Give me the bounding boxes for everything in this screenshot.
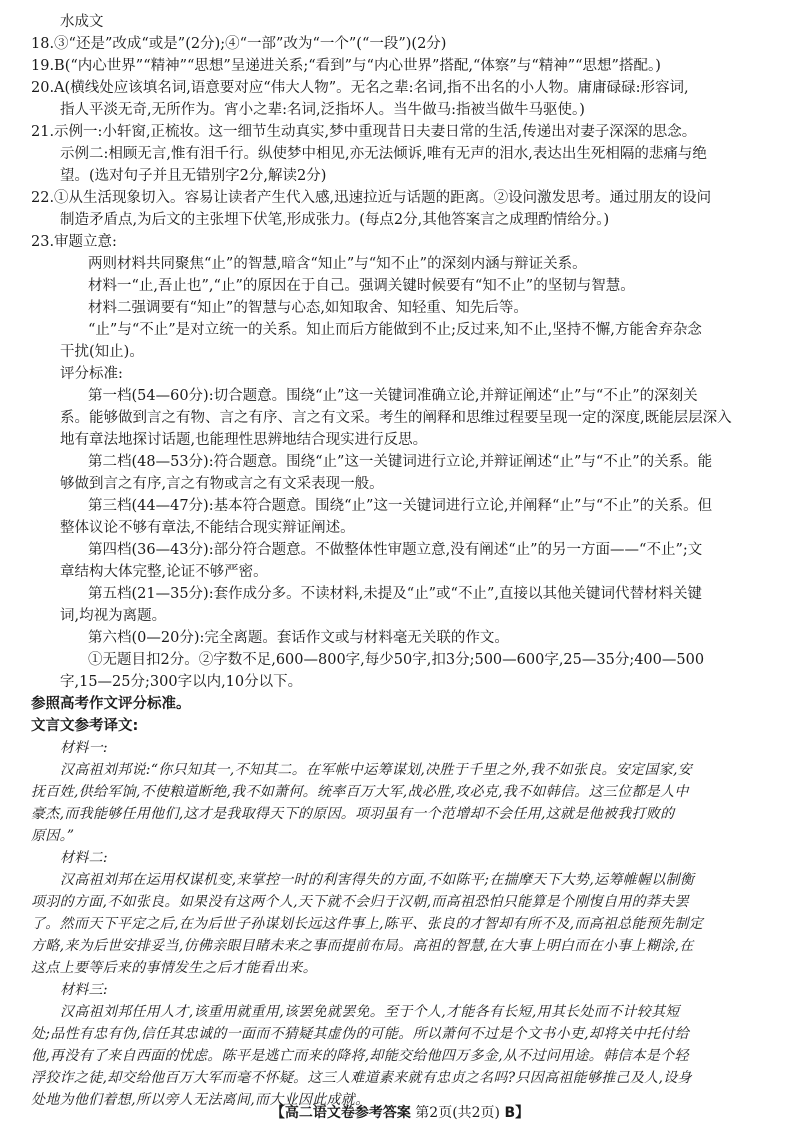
answer-line: 示例二:相顾无言,惟有泪千行。纵使梦中相见,亦无法倾诉,唯有无声的泪水,表达出生死相隔的悲痛与绝: [60, 146, 707, 162]
answer-line: 第六档(0—20分):完全离题。套话作文或与材料毫无关联的作文。: [88, 630, 509, 646]
translation-line: 方略,来为后世安排妥当,仿佛亲眼目睹未来之事而提前布局。高祖的智慧,在大事上明白而在小事上糊涂,在: [31, 938, 694, 954]
reference-heading: 参照高考作文评分标准。: [31, 696, 191, 712]
answer-line: 干扰(知止)。: [60, 344, 144, 360]
translation-line: 材料三:: [60, 982, 108, 998]
answer-line: 23.审题立意:: [31, 234, 117, 250]
translation-line: 材料二:: [60, 850, 108, 866]
answer-line: 第三档(44—47分):基本符合题意。围绕“止”这一关键词进行立论,并阐释“止”与“不止”的关系。但: [88, 498, 713, 514]
answer-line: 第四档(36—43分):部分符合题意。不做整体性审题立意,没有阐述“止”的另一方面——“不止”;文: [88, 542, 703, 558]
answer-line: 材料一“止,吾止也”,“止”的原因在于自己。强调关键时候要有“知不止”的坚韧与智慧。: [88, 278, 635, 294]
translation-line: 汉高祖刘邦在运用权谋机变,来掌控一时的利害得失的方面,不如陈平;在揣摩天下大势,运筹帷幄以制衡: [60, 872, 695, 888]
translation-line: 这点上要等后来的事情发生之后才能看出来。: [31, 960, 317, 976]
answer-line: 19.B(“内心世界”“精神”“思想”呈递进关系;“看到”与“内心世界”搭配,“体察”与“精神”“思想”搭配。): [31, 58, 661, 74]
footer-title: 【高二语文卷参考答案: [270, 1105, 411, 1121]
answer-line: 20.A(横线处应该填名词,语意要对应“伟大人物”。无名之辈:名词,指不出名的小人物。庸庸碌碌:形容词,: [31, 80, 689, 96]
answer-line: 18.③“还是”改成“或是”(2分);④“一部”改为“一个”(“一段”)(2分): [31, 36, 447, 52]
answer-line: 第一档(54—60分):切合题意。围绕“止”这一关键词准确立论,并辩证阐述“止”与“不止”的深刻关: [88, 388, 698, 404]
translation-heading: 文言文参考译文:: [31, 718, 139, 734]
translation-line: 处地为他们着想,所以旁人无法离间,而大业因此成就。: [31, 1092, 370, 1108]
answer-line: 第五档(21—35分):套作成分多。不读材料,未提及“止”或“不止”,直接以其他关键词代替材料关键: [88, 586, 702, 602]
translation-line: 了。然而天下平定之后,在为后世子孙谋划长远这件事上,陈平、张良的才智却有所不及,而高祖总能预先制定: [31, 916, 704, 932]
answer-line: “止”与“不止”是对立统一的关系。知止而后方能做到不止;反过来,知不止,坚持不懈,方能舍弃杂念: [88, 322, 702, 338]
answer-line: 22.①从生活现象切入。容易让读者产生代入感,迅速拉近与话题的距离。②设问激发思考。通过朋友的设问: [31, 190, 712, 206]
translation-line: 豪杰,而我能够任用他们,这才是我取得天下的原因。项羽虽有一个范增却不会任用,这就是他被我打败的: [31, 806, 675, 822]
page-footer: [0, 1102, 800, 1122]
answer-line: 整体议论不够有章法,不能结合现实辩证阐述。: [60, 520, 355, 536]
answer-line: 系。能够做到言之有物、言之有序、言之有文采。考生的阐释和思维过程要呈现一定的深度,既能层层深入: [60, 410, 732, 426]
translation-line: 原因。”: [31, 828, 75, 844]
answer-line: 指人平淡无奇,无所作为。宵小之辈:名词,泛指坏人。当牛做马:指被当做牛马驱使。): [60, 102, 585, 118]
answer-line: 评分标准:: [60, 366, 123, 382]
translation-line: 项羽的方面,不如张良。如果没有这两个人,天下就不会归于汉朝,而高祖恐怕只能算是个刚愎自用的莽夫罢: [31, 894, 689, 910]
answer-line: 水成文: [60, 14, 104, 30]
answer-line: 21.示例一:小轩窗,正梳妆。这一细节生动真实,梦中重现昔日夫妻日常的生活,传递出对妻子深深的思念。: [31, 124, 697, 140]
answer-line: 材料二强调要有“知止”的智慧与心态,如知取舍、知轻重、知先后等。: [88, 300, 528, 316]
translation-line: 处;品性有忠有伪,信任其忠诚的一面而不猜疑其虚伪的可能。所以萧何不过是个文书小吏,却将关中托付给: [31, 1026, 690, 1042]
answer-line: 地有章法地探讨话题,也能理性思辨地结合现实进行反思。: [60, 432, 428, 448]
answer-line: 词,均视为离题。: [60, 608, 167, 624]
translation-line: 浮狡诈之徒,却交给他百万大军而毫不怀疑。这三人难道素来就有忠贞之名吗?只因高祖能够推己及人,设身: [31, 1070, 692, 1086]
answer-line: 字,15—25分;300字以内,10分以下。: [60, 674, 303, 690]
translation-line: 他,再没有了来自西面的忧虑。陈平是逃亡而来的降将,却能交给他四万多金,从不过问用途。韩信本是个轻: [31, 1048, 689, 1064]
translation-line: 汉高祖刘邦说:“你只知其一,不知其二。在军帐中运筹谋划,决胜于千里之外,我不如张良。安定国家,安: [60, 762, 693, 778]
translation-line: 汉高祖刘邦任用人才,该重用就重用,该罢免就罢免。至于个人,才能各有长短,用其长处而不计较其短: [60, 1004, 680, 1020]
answer-line: 两则材料共同聚焦“止”的智慧,暗含“知止”与“知不止”的深刻内涵与辩证关系。: [88, 256, 587, 272]
answer-line: 望。(选对句子并且无错别字2分,解读2分): [60, 168, 327, 184]
answer-line: 章结构大体完整,论证不够严密。: [60, 564, 268, 580]
translation-line: 材料一:: [60, 740, 108, 756]
answer-line: 第二档(48—53分):符合题意。围绕“止”这一关键词进行立论,并辩证阐述“止”与“不止”的关系。能: [88, 454, 713, 470]
answer-line: 制造矛盾点,为后文的主张埋下伏笔,形成张力。(每点2分,其他答案言之成理酌情给分。): [60, 212, 610, 228]
translation-line: 抚百姓,供给军饷,不使粮道断绝,我不如萧何。统率百万大军,战必胜,攻必克,我不如韩信。这三位都是人中: [31, 784, 689, 800]
answer-line: ①无题目扣2分。②字数不足,600—800字,每少50字,扣3分;500—600字,25—35分;400—500: [88, 652, 705, 668]
footer-page-number: 第2页(共2页): [415, 1105, 501, 1121]
footer-version: B】: [504, 1105, 530, 1121]
answer-line: 够做到言之有序,言之有物或言之有文采表现一般。: [60, 476, 384, 492]
